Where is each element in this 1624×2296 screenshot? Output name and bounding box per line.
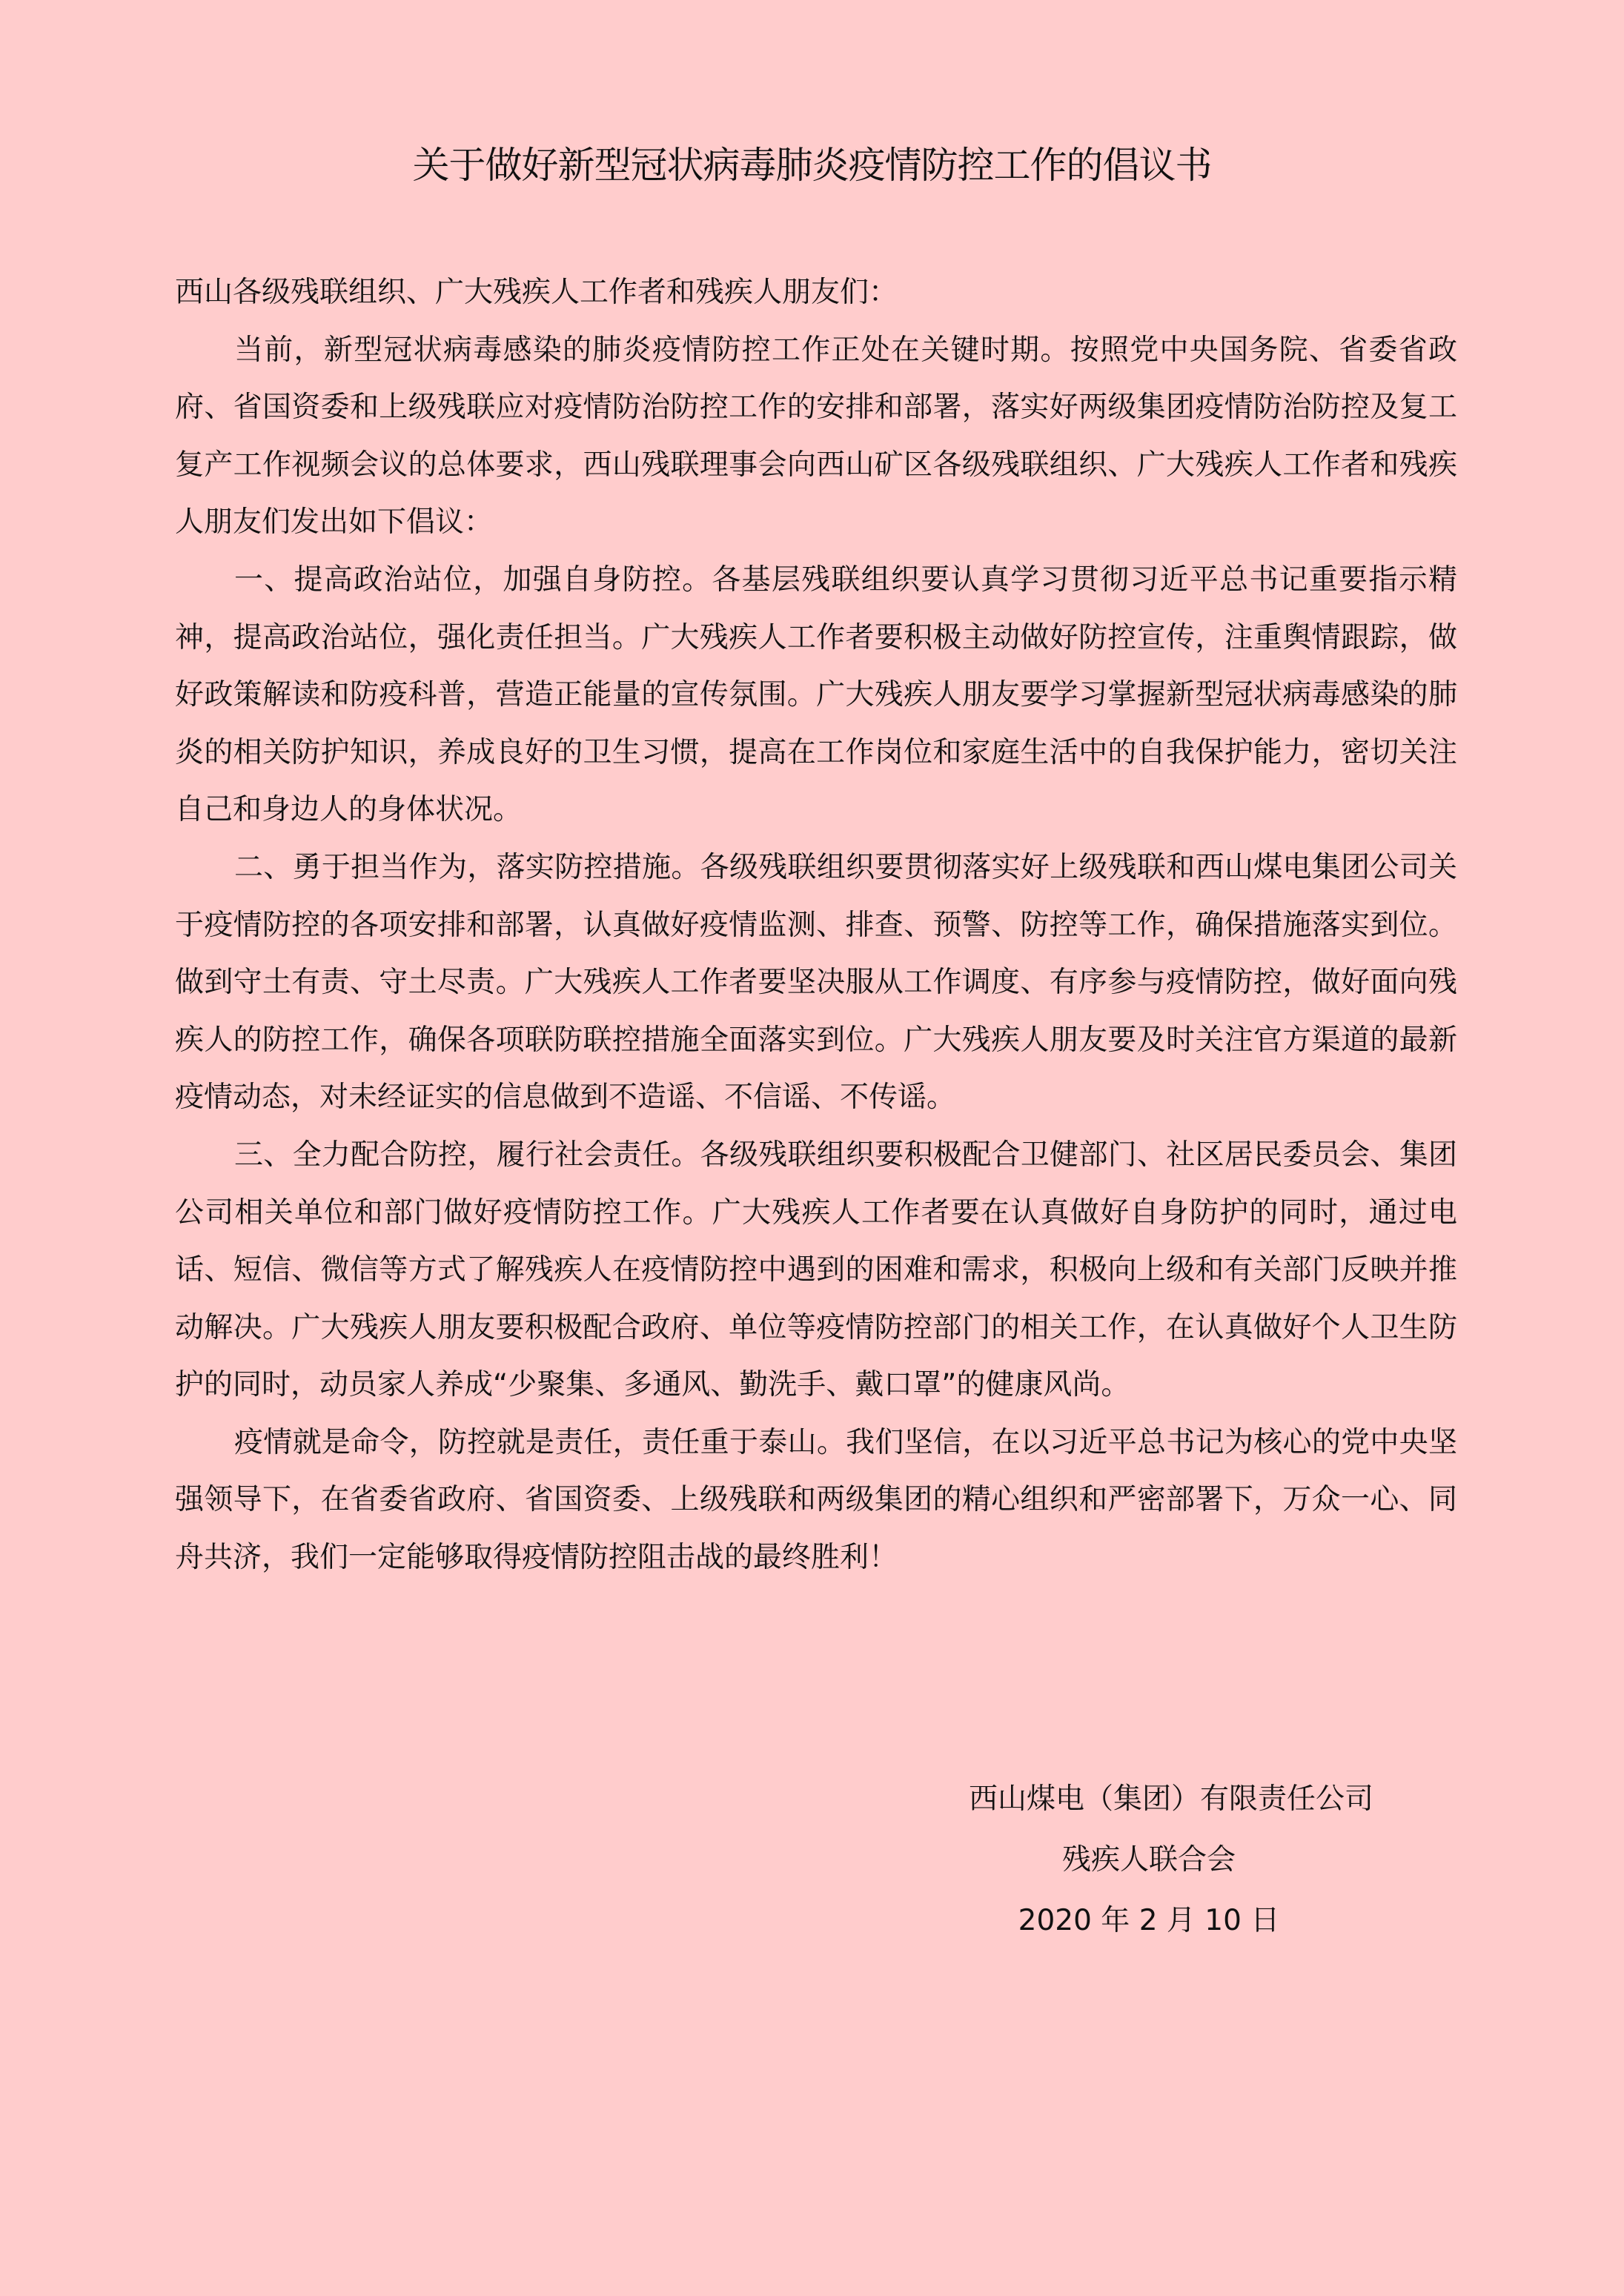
paragraph-intro: 当前，新型冠状病毒感染的肺炎疫情防控工作正处在关键时期。按照党中央国务院、省委省政府、省国资委和上级残联应对疫情防治防控工作的安排和部署，落实好两级集团疫情防治防控及复工复产工作视频会议的总体要求，西山残联理事会向西山矿区各级残联组织、广大残疾人工作者和残疾人朋友们发出如下倡议： [175, 333, 1457, 540]
document-title: 关于做好新型冠状病毒肺炎疫情防控工作的倡议书 [412, 144, 1212, 187]
signature-organization: 西山煤电（集团）有限责任公司 [968, 1782, 1373, 1816]
paragraph-point-1: 一、提高政治站位，加强自身防控。各基层残联组织要认真学习贯彻习近平总书记重要指示精神，提高政治站位，强化责任担当。广大残疾人工作者要积极主动做好防控宣传，注重舆情跟踪，做好政策解读和防疫科普，营造正能量的宣传氛围。广大残疾人朋友要学习掌握新型冠状病毒感染的肺炎的相关防护知识，养成良好的卫生习惯，提高在工作岗位和家庭生活中的自我保护能力，密切关注自己和身边人的身体状况。 [175, 563, 1457, 827]
paragraph-conclusion: 疫情就是命令，防控就是责任，责任重于泰山。我们坚信，在以习近平总书记为核心的党中央坚强领导下，在省委省政府、省国资委、上级残联和两级集团的精心组织和严密部署下，万众一心、同舟共济，我们一定能够取得疫情防控阻击战的最终胜利！ [175, 1425, 1457, 1575]
salutation: 西山各级残联组织、广大残疾人工作者和残疾人朋友们： [175, 276, 898, 309]
signature-date: 2020 年 2 月 10 日 [1018, 1904, 1280, 1937]
document-body [175, 264, 1457, 1587]
paragraph-point-3: 三、全力配合防控，履行社会责任。各级残联组织要积极配合卫健部门、社区居民委员会、集团公司相关单位和部门做好疫情防控工作。广大残疾人工作者要在认真做好自身防护的同时，通过电话、短信、微信等方式了解残疾人在疫情防控中遇到的困难和需求，积极向上级和有关部门反映并推动解决。广大残疾人朋友要积极配合政府、单位等疫情防控部门的相关工作，在认真做好个人卫生防护的同时，动员家人养成“少聚集、多通风、勤洗手、戴口罩”的健康风尚。 [175, 1138, 1457, 1402]
signature-suborganization: 残疾人联合会 [1061, 1843, 1236, 1877]
paragraph-point-2: 二、勇于担当作为，落实防控措施。各级残联组织要贯彻落实好上级残联和西山煤电集团公司关于疫情防控的各项安排和部署，认真做好疫情监测、排查、预警、防控等工作，确保措施落实到位。做到守土有责、守土尽责。广大残疾人工作者要坚决服从工作调度、有序参与疫情防控，做好面向残疾人的防控工作，确保各项联防联控措施全面落实到位。广大残疾人朋友要及时关注官方渠道的最新疫情动态，对未经证实的信息做到不造谣、不信谣、不传谣。 [175, 850, 1457, 1115]
signature-block [889, 1769, 1408, 1951]
